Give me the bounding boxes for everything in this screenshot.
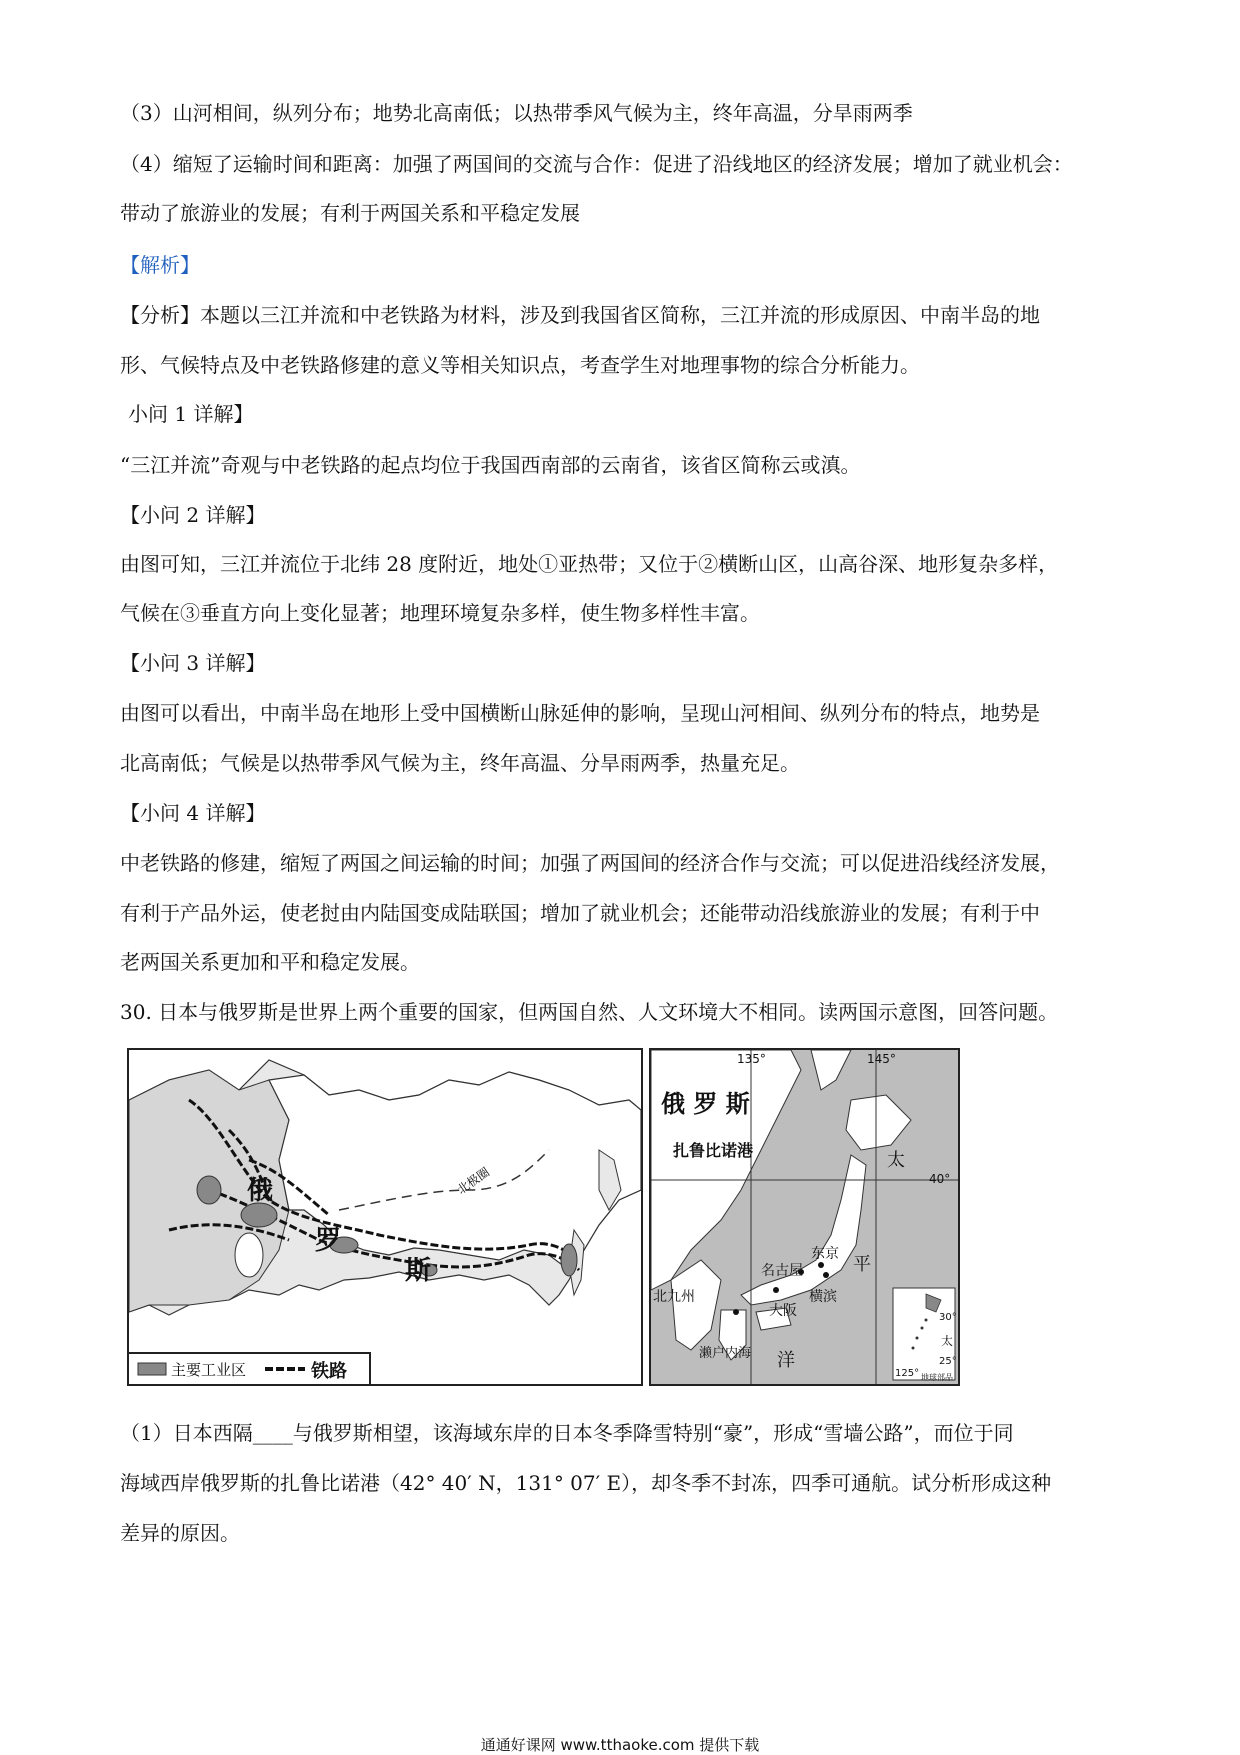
kitakyushu-label: 北九州 (653, 1289, 695, 1305)
russia-map (127, 1048, 643, 1386)
sub1-line1: （1）日本西隔____与俄罗斯相望，该海域东岸的日本冬季降雪特别“豪”，形成“雪墙公路”，而位于同 (120, 1421, 1014, 1445)
q3-title: 【小问 3 详解】 (120, 651, 266, 675)
q3-line1: 由图可以看出，中南半岛在地形上受中国横断山脉延伸的影响，呈现山河相间、纵列分布的特点，地势是 (120, 701, 1040, 725)
analysis-summary-line2: 形、气候特点及中老铁路修建的意义等相关知识点，考查学生对地理事物的综合分析能力。 (120, 353, 920, 377)
legend-industry-label: 主要工业区 (171, 1361, 247, 1379)
page-footer: 通通好课网 www.tthaoke.com 提供下载 (480, 1736, 760, 1754)
answer-4-line2: 带动了旅游业的发展；有利于两国关系和平稳定发展 (120, 201, 580, 225)
russia-map-drawing (129, 1050, 641, 1384)
yokohama-label: 横滨 (809, 1289, 837, 1305)
inset-lat-25-label: 25° (939, 1356, 957, 1367)
inset-lat-30-label: 30° (939, 1312, 957, 1323)
q2-line2: 气候在③垂直方向上变化显著；地理环境复杂多样，使生物多样性丰富。 (120, 601, 760, 625)
q4-line2: 有利于产品外运，使老挝由内陆国变成陆联国；增加了就业机会；还能带动沿线旅游业的发展；有利于中 (120, 901, 1040, 925)
russia-label-char1: 俄 (247, 1176, 274, 1206)
pacific-label-yang: 洋 (777, 1350, 795, 1371)
q2-title: 【小问 2 详解】 (120, 503, 266, 527)
lat-40-label: 40° (929, 1172, 951, 1186)
arctic-circle-label: 北极圈 (454, 1164, 493, 1197)
pacific-label-tai: 太 (887, 1150, 905, 1171)
q2-line1: 由图可知，三江并流位于北纬 28 度附近，地处①亚热带；又位于②横断山区，山高谷深、地形复杂多样， (120, 552, 1059, 576)
lon-145-label: 145° (867, 1052, 896, 1066)
russia-label-char3: 斯 (405, 1256, 432, 1286)
tokyo-label: 东京 (811, 1246, 839, 1262)
inset-lon-125-label: 125° (895, 1368, 920, 1379)
answer-3: （3）山河相间，纵列分布；地势北高南低；以热带季风气候为主，终年高温，分旱雨两季 (120, 101, 913, 125)
nagoya-label: 名古屋 (761, 1263, 803, 1279)
q1-text: “三江并流”奇观与中老铁路的起点均位于我国西南部的云南省，该省区简称云或滇。 (120, 453, 861, 477)
q4-line1: 中老铁路的修建，缩短了两国之间运输的时间；加强了两国间的经济合作与交流；可以促进沿线经济发展， (120, 851, 1060, 875)
analysis-summary-line1: 【分析】本题以三江并流和中老铁路为材料，涉及到我国省区简称，三江并流的形成原因、中南半岛的地 (120, 303, 1040, 327)
russia-map-legend (129, 1352, 371, 1384)
q4-title: 【小问 4 详解】 (120, 801, 266, 825)
seto-inland-sea-label: 濑户内海 (699, 1346, 752, 1361)
q1-title: 小问 1 详解】 (128, 402, 254, 426)
lon-135-label: 135° (737, 1052, 766, 1066)
sub1-line2: 海域西岸俄罗斯的扎鲁比诺港（42° 40′ N，131° 07′ E），却冬季不封冻，四季可通航。试分析形成这种 (120, 1471, 1052, 1495)
japan-map-russia-label: 俄 罗 斯 (661, 1090, 750, 1118)
pacific-label-ping: 平 (853, 1254, 871, 1275)
inset-credit: 地球部品 (921, 1373, 953, 1382)
q4-line3: 老两国关系更加和平和稳定发展。 (120, 950, 420, 974)
analysis-label: 【解析】 (120, 253, 200, 277)
railway-legend-swatch (265, 1364, 305, 1374)
industry-legend-swatch (137, 1362, 167, 1376)
caspian-sea (235, 1233, 263, 1277)
russia-label-char2: 罗 (315, 1226, 342, 1256)
answer-4-line1: （4）缩短了运输时间和距离：加强了两国间的交流与合作：促进了沿线地区的经济发展；增加了就业机会： (120, 152, 1073, 176)
legend-railway-label: 铁路 (311, 1361, 347, 1382)
osaka-label: 大阪 (769, 1303, 797, 1319)
q3-line2: 北高南低；气候是以热带季风气候为主，终年高温、分旱雨两季，热量充足。 (120, 751, 800, 775)
question-30-stem: 30. 日本与俄罗斯是世界上两个重要的国家，但两国自然、人文环境大不相同。读两国示意图，回答问题。 (120, 1000, 1059, 1024)
zarubino-port-label: 扎鲁比诺港 (673, 1141, 754, 1160)
sub1-line3: 差异的原因。 (120, 1521, 240, 1545)
japan-map (649, 1048, 960, 1386)
inset-pacific-label: 太 (941, 1334, 954, 1348)
